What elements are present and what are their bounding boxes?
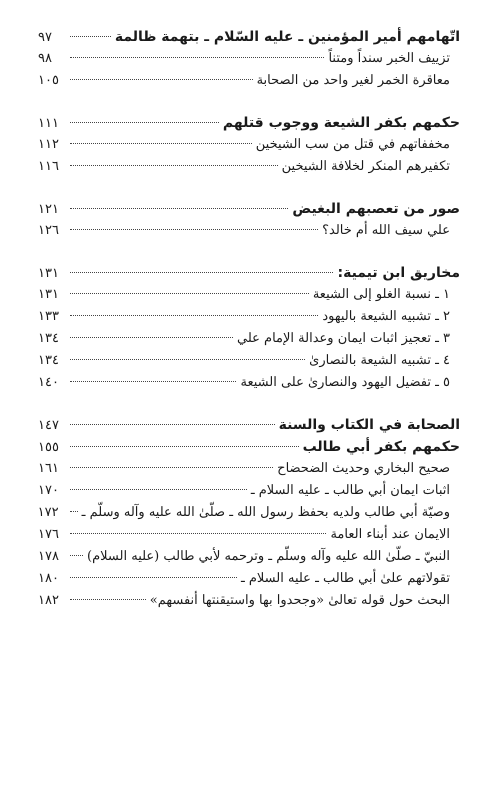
dot-leader bbox=[70, 36, 111, 37]
dot-leader bbox=[70, 424, 275, 425]
dot-leader bbox=[70, 293, 309, 294]
page-number: ١٠٥ bbox=[38, 73, 59, 88]
page-number: ١٧٠ bbox=[38, 483, 59, 498]
toc-entry-row bbox=[38, 134, 460, 156]
toc-entry-title: البحث حول قوله تعالىٰ «وجحدوا بها واستيقنتها أنفسهم» bbox=[149, 593, 450, 608]
table-of-contents bbox=[38, 26, 460, 612]
toc-entry-title: ٢ ـ تشبيه الشيعة باليهود bbox=[322, 309, 450, 324]
page-number: ١٢١ bbox=[38, 202, 59, 217]
dot-leader bbox=[70, 533, 326, 534]
dot-leader bbox=[70, 359, 305, 360]
page-number: ١٣٣ bbox=[38, 309, 59, 324]
toc-entry-row bbox=[38, 350, 460, 372]
toc-entry-row bbox=[38, 458, 460, 480]
page-number: ١٣١ bbox=[38, 266, 59, 281]
toc-entry-title: صحيح البخاري وحديث الضحضاح bbox=[277, 461, 450, 476]
section-gap bbox=[38, 92, 460, 112]
section-gap bbox=[38, 242, 460, 262]
toc-entry-row bbox=[38, 546, 460, 568]
dot-leader bbox=[70, 272, 333, 273]
dot-leader bbox=[70, 79, 253, 80]
dot-leader bbox=[70, 381, 236, 382]
toc-heading-row bbox=[38, 112, 460, 134]
page-number: ١٤٠ bbox=[38, 375, 59, 390]
dot-leader bbox=[70, 315, 318, 316]
toc-entry-title: تقولاتهم علىٰ أبي طالب ـ عليه السلام ـ bbox=[240, 571, 450, 586]
dot-leader bbox=[70, 599, 146, 600]
toc-entry-row bbox=[38, 590, 460, 612]
toc-entry-title: ٥ ـ تفضيل اليهود والنصارىٰ على الشيعة bbox=[240, 375, 450, 390]
page-number: ٩٧ bbox=[38, 30, 52, 45]
toc-entry-row bbox=[38, 220, 460, 242]
page-number: ١٣١ bbox=[38, 287, 59, 302]
dot-leader bbox=[70, 57, 324, 58]
dot-leader bbox=[70, 337, 233, 338]
toc-entry-row bbox=[38, 70, 460, 92]
toc-heading-row bbox=[38, 262, 460, 284]
toc-entry-title: وصيّة أبي طالب ولديه بحفظ رسول الله ـ صلّىٰ الله عليه وآله وسلّم ـ bbox=[81, 505, 450, 520]
dot-leader bbox=[70, 229, 318, 230]
toc-entry-row bbox=[38, 372, 460, 394]
dot-leader bbox=[70, 446, 299, 447]
toc-entry-title: معاقرة الخمر لغير واحد من الصحابة bbox=[256, 73, 450, 88]
toc-heading-title: حكمهم بكفر أبي طالب bbox=[302, 439, 460, 455]
dot-leader bbox=[70, 555, 83, 556]
page-number: ١٨٠ bbox=[38, 571, 59, 586]
page-number: ١٦١ bbox=[38, 461, 59, 476]
toc-entry-row bbox=[38, 156, 460, 178]
toc-entry-title: تزييف الخبر سنداً ومتناً bbox=[328, 51, 450, 66]
toc-entry-row bbox=[38, 284, 460, 306]
dot-leader bbox=[70, 511, 78, 512]
page-number: ١٥٥ bbox=[38, 440, 59, 455]
page-number: ١٧٢ bbox=[37, 505, 59, 520]
toc-entry-title: اثبات ايمان أبي طالب ـ عليه السلام ـ bbox=[250, 483, 450, 498]
page-number: ١٤٧ bbox=[38, 418, 59, 433]
toc-entry-row bbox=[38, 502, 460, 524]
page-number: ١١١ bbox=[38, 116, 59, 131]
section-gap bbox=[38, 178, 460, 198]
dot-leader bbox=[70, 165, 278, 166]
toc-entry-title: النبيّ ـ صلّىٰ الله عليه وآله وسلّم ـ وترحمه لأبي طالب (عليه السلام) bbox=[87, 549, 450, 564]
toc-entry-title: مخففاتهم في قتل من سب الشيخين bbox=[255, 137, 450, 152]
toc-heading-row bbox=[38, 198, 460, 220]
toc-entry-row bbox=[38, 328, 460, 350]
toc-heading-title: صور من تعصبهم البغيض bbox=[292, 201, 460, 217]
section-gap bbox=[38, 394, 460, 414]
toc-heading-title: حكمهم بكفر الشيعة ووجوب قتلهم bbox=[222, 115, 460, 131]
toc-heading-title: اتّهامهم أمير المؤمنين ـ عليه السّلام ـ بتهمة ظالمة bbox=[114, 29, 460, 45]
toc-entry-title: ٣ ـ تعجيز اثبات ايمان وعدالة الإمام علي bbox=[237, 331, 450, 346]
toc-entry-row bbox=[38, 306, 460, 328]
page-number: ١٣٤ bbox=[38, 353, 59, 368]
dot-leader bbox=[70, 489, 247, 490]
toc-entry-title: الايمان عند أبناء العامة bbox=[330, 527, 450, 542]
dot-leader bbox=[70, 143, 252, 144]
toc-heading-row bbox=[38, 436, 460, 458]
page-number: ١٨٢ bbox=[38, 593, 59, 608]
page-number: ١٧٦ bbox=[38, 527, 59, 542]
dot-leader bbox=[70, 208, 288, 209]
toc-entry-title: ١ ـ نسبة الغلو إلى الشيعة bbox=[312, 287, 450, 302]
toc-heading-row bbox=[38, 26, 460, 48]
toc-entry-row bbox=[38, 480, 460, 502]
dot-leader bbox=[70, 467, 273, 468]
toc-entry-row bbox=[38, 48, 460, 70]
toc-entry-row bbox=[38, 568, 460, 590]
page-number: ١٢٦ bbox=[38, 223, 59, 238]
page-number: ١١٦ bbox=[38, 159, 59, 174]
toc-heading-row bbox=[38, 414, 460, 436]
toc-entry-row bbox=[38, 524, 460, 546]
page-number: ١١٢ bbox=[38, 137, 59, 152]
toc-entry-title: علي سيف الله أم خالد؟ bbox=[322, 223, 450, 238]
page-number: ١٧٨ bbox=[38, 549, 59, 564]
dot-leader bbox=[70, 122, 219, 123]
toc-entry-title: ٤ ـ تشبيه الشيعة بالنصارىٰ bbox=[309, 353, 450, 368]
toc-entry-title: تكفيرهم المنكر لخلافة الشيخين bbox=[281, 159, 450, 174]
dot-leader bbox=[70, 577, 237, 578]
page-number: ٩٨ bbox=[38, 51, 52, 66]
toc-heading-title: مخاريق ابن تيمية: bbox=[337, 265, 460, 281]
toc-heading-title: الصحابة في الكتاب والسنة bbox=[278, 417, 460, 433]
page-number: ١٣٤ bbox=[38, 331, 59, 346]
